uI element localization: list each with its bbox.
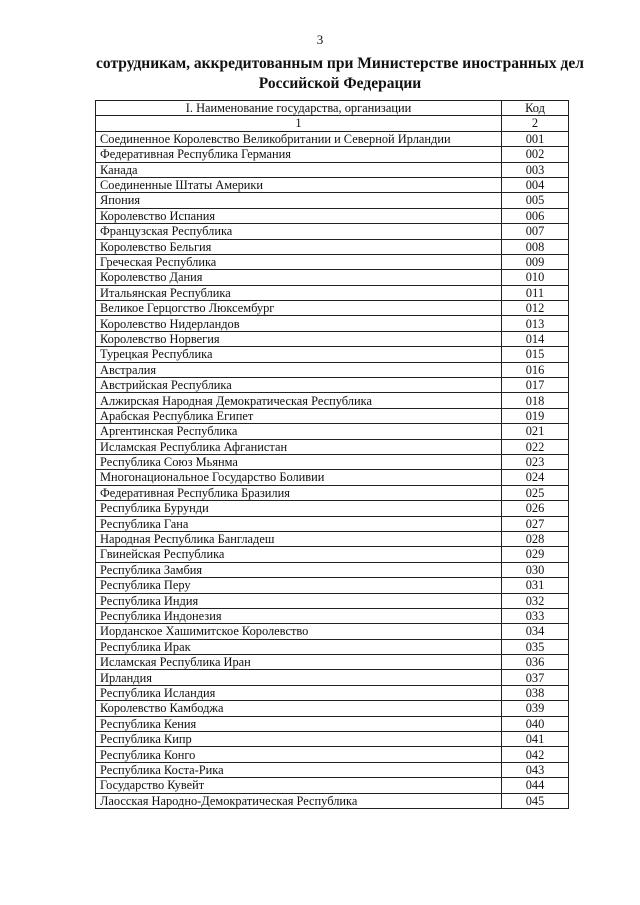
country-code-cell: 040 (502, 716, 569, 731)
table-row (96, 531, 569, 546)
country-code-cell: 001 (502, 131, 569, 146)
table-row (96, 147, 569, 162)
country-code-cell: 006 (502, 208, 569, 223)
heading-line-2: Российской Федерации (258, 75, 422, 92)
table-row (96, 470, 569, 485)
country-name-cell: Королевство Нидерландов (96, 316, 502, 331)
country-name-cell: Многонациональное Государство Боливии (96, 470, 502, 485)
country-codes-table (95, 100, 569, 809)
column-header-name: I. Наименование государства, организации (96, 101, 502, 116)
table-row (96, 547, 569, 562)
country-code-cell: 045 (502, 793, 569, 808)
table-row (96, 177, 569, 192)
table-row (96, 347, 569, 362)
table-row (96, 516, 569, 531)
country-name-cell: Великое Герцогство Люксембург (96, 301, 502, 316)
country-code-cell: 039 (502, 701, 569, 716)
country-code-cell: 038 (502, 685, 569, 700)
country-code-cell: 004 (502, 177, 569, 192)
table-row (96, 593, 569, 608)
table-row (96, 316, 569, 331)
country-code-cell: 029 (502, 547, 569, 562)
country-name-cell: Турецкая Республика (96, 347, 502, 362)
country-code-cell: 005 (502, 193, 569, 208)
table-row (96, 562, 569, 577)
country-name-cell: Республика Кипр (96, 732, 502, 747)
country-name-cell: Королевство Норвегия (96, 331, 502, 346)
country-code-cell: 012 (502, 301, 569, 316)
heading-line-1: сотрудникам, аккредитованным при Министерстве иностранных дел (96, 55, 584, 72)
country-name-cell: Республика Замбия (96, 562, 502, 577)
table-row (96, 224, 569, 239)
table-row (96, 670, 569, 685)
country-code-cell: 017 (502, 378, 569, 393)
country-name-cell: Республика Исландия (96, 685, 502, 700)
country-code-cell: 043 (502, 762, 569, 777)
country-code-cell: 011 (502, 285, 569, 300)
country-code-cell: 037 (502, 670, 569, 685)
country-code-cell: 026 (502, 501, 569, 516)
country-code-cell: 044 (502, 778, 569, 793)
country-name-cell: Соединенные Штаты Америки (96, 177, 502, 192)
country-code-cell: 042 (502, 747, 569, 762)
country-code-cell: 030 (502, 562, 569, 577)
table-row (96, 270, 569, 285)
country-name-cell: Ирландия (96, 670, 502, 685)
country-name-cell: Государство Кувейт (96, 778, 502, 793)
country-name-cell: Федеративная Республика Германия (96, 147, 502, 162)
country-name-cell: Австралия (96, 362, 502, 377)
column-header-code: Код (502, 101, 569, 116)
table-numbering-row (96, 116, 569, 131)
table-row (96, 778, 569, 793)
country-name-cell: Аргентинская Республика (96, 424, 502, 439)
country-name-cell: Республика Ирак (96, 639, 502, 654)
country-code-cell: 013 (502, 316, 569, 331)
table-row (96, 208, 569, 223)
table-row (96, 685, 569, 700)
country-name-cell: Королевство Бельгия (96, 239, 502, 254)
country-code-cell: 028 (502, 531, 569, 546)
table-row (96, 608, 569, 623)
country-code-cell: 032 (502, 593, 569, 608)
country-name-cell: Гвинейская Республика (96, 547, 502, 562)
table-row (96, 747, 569, 762)
table-row (96, 701, 569, 716)
country-name-cell: Республика Кения (96, 716, 502, 731)
country-name-cell: Королевство Камбоджа (96, 701, 502, 716)
table-row (96, 331, 569, 346)
table-row (96, 193, 569, 208)
country-name-cell: Соединенное Королевство Великобритании и Северной Ирландии (96, 131, 502, 146)
country-code-cell: 025 (502, 485, 569, 500)
country-code-cell: 031 (502, 578, 569, 593)
table-row (96, 716, 569, 731)
table-row (96, 485, 569, 500)
country-code-cell: 021 (502, 424, 569, 439)
country-name-cell: Иорданское Хашимитское Королевство (96, 624, 502, 639)
country-name-cell: Итальянская Республика (96, 285, 502, 300)
column-number-code: 2 (502, 116, 569, 131)
table-row (96, 624, 569, 639)
country-name-cell: Греческая Республика (96, 254, 502, 269)
column-number-name: 1 (96, 116, 502, 131)
country-name-cell: Республика Индонезия (96, 608, 502, 623)
country-code-cell: 015 (502, 347, 569, 362)
country-code-cell: 027 (502, 516, 569, 531)
table-row (96, 301, 569, 316)
country-code-cell: 035 (502, 639, 569, 654)
country-name-cell: Арабская Республика Египет (96, 408, 502, 423)
country-name-cell: Республика Союз Мьянма (96, 454, 502, 469)
country-code-cell: 016 (502, 362, 569, 377)
country-name-cell: Лаосская Народно-Демократическая Республика (96, 793, 502, 808)
table-row (96, 639, 569, 654)
country-name-cell: Королевство Испания (96, 208, 502, 223)
table-row (96, 655, 569, 670)
country-name-cell: Республика Коста-Рика (96, 762, 502, 777)
table-row (96, 378, 569, 393)
country-name-cell: Народная Республика Бангладеш (96, 531, 502, 546)
table-header-row (96, 101, 569, 116)
country-code-cell: 036 (502, 655, 569, 670)
country-code-cell: 041 (502, 732, 569, 747)
table-row (96, 762, 569, 777)
table-row (96, 131, 569, 146)
country-code-cell: 007 (502, 224, 569, 239)
table-row (96, 239, 569, 254)
country-code-cell: 008 (502, 239, 569, 254)
page-number: 3 (316, 32, 324, 47)
table-row (96, 362, 569, 377)
country-name-cell: Королевство Дания (96, 270, 502, 285)
country-name-cell: Исламская Республика Иран (96, 655, 502, 670)
country-name-cell: Республика Конго (96, 747, 502, 762)
table-row (96, 254, 569, 269)
country-code-cell: 014 (502, 331, 569, 346)
table-row (96, 454, 569, 469)
table-row (96, 285, 569, 300)
country-code-cell: 010 (502, 270, 569, 285)
country-name-cell: Канада (96, 162, 502, 177)
table-row (96, 162, 569, 177)
table-row (96, 732, 569, 747)
country-name-cell: Исламская Республика Афганистан (96, 439, 502, 454)
document-heading (60, 54, 620, 94)
country-code-cell: 022 (502, 439, 569, 454)
country-code-cell: 002 (502, 147, 569, 162)
table-row (96, 439, 569, 454)
country-code-cell: 009 (502, 254, 569, 269)
country-name-cell: Республика Перу (96, 578, 502, 593)
table-row (96, 793, 569, 808)
country-code-cell: 003 (502, 162, 569, 177)
country-code-cell: 019 (502, 408, 569, 423)
country-name-cell: Французская Республика (96, 224, 502, 239)
table-row (96, 578, 569, 593)
country-name-cell: Республика Индия (96, 593, 502, 608)
country-code-cell: 033 (502, 608, 569, 623)
country-name-cell: Япония (96, 193, 502, 208)
country-code-cell: 024 (502, 470, 569, 485)
table-row (96, 393, 569, 408)
country-code-cell: 018 (502, 393, 569, 408)
country-name-cell: Республика Бурунди (96, 501, 502, 516)
table-row (96, 501, 569, 516)
table-row (96, 424, 569, 439)
country-name-cell: Алжирская Народная Демократическая Республика (96, 393, 502, 408)
country-code-cell: 034 (502, 624, 569, 639)
country-name-cell: Федеративная Республика Бразилия (96, 485, 502, 500)
country-name-cell: Австрийская Республика (96, 378, 502, 393)
table-body (96, 131, 569, 808)
table-row (96, 408, 569, 423)
country-name-cell: Республика Гана (96, 516, 502, 531)
country-code-cell: 023 (502, 454, 569, 469)
